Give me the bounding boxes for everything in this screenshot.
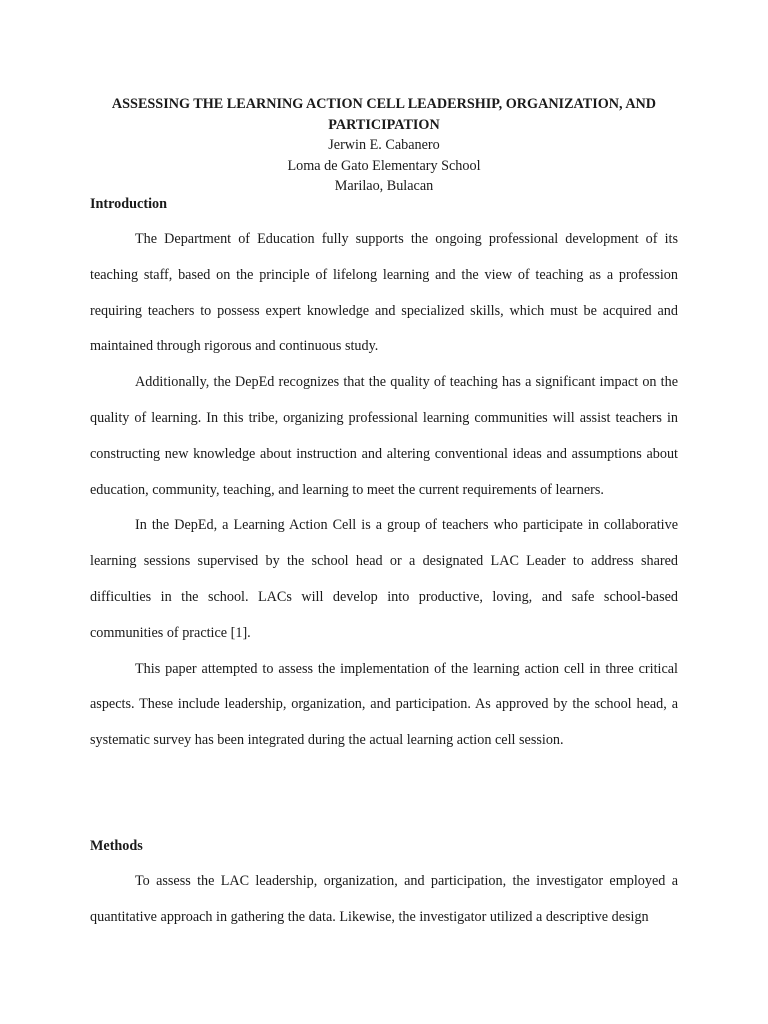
methods-paragraph: To assess the LAC leadership, organization, and participation, the investigator employed a quantitative approach in gathering the data. Likewise, the investigator utilized a descriptive design bbox=[90, 873, 678, 925]
document-title: ASSESSING THE LEARNING ACTION CELL LEADERSHIP, ORGANIZATION, AND PARTICIPATION bbox=[111, 96, 657, 133]
author-name: Jerwin E. Cabanero bbox=[328, 137, 440, 153]
methods-heading: Methods bbox=[90, 838, 143, 854]
introduction-body bbox=[90, 222, 678, 759]
introduction-paragraph: The Department of Education fully supports the ongoing professional development of its teaching staff, based on the principle of lifelong learning and the view of teaching as a profession requiring teachers to possess expert knowledge and specialized skills, which must be acquired and maintained through rigorous and continuous study. bbox=[90, 231, 678, 355]
document-header bbox=[90, 94, 678, 197]
introduction-paragraph: This paper attempted to assess the implementation of the learning action cell in three critical aspects. These include leadership, organization, and participation. As approved by the school head, a systematic survey has been integrated during the actual learning action cell session. bbox=[90, 660, 678, 749]
introduction-paragraph: In the DepEd, a Learning Action Cell is a group of teachers who participate in collaborative learning sessions supervised by the school head or a designated LAC Leader to address shared difficulties in the school. LACs will develop into productive, loving, and safe school-based communities of practice [1]. bbox=[90, 517, 678, 641]
methods-body bbox=[90, 864, 678, 936]
introduction-paragraph: Additionally, the DepEd recognizes that the quality of teaching has a significant impact on the quality of learning. In this tribe, organizing professional learning communities will assist teachers in constructing new knowledge about instruction and altering conventional ideas and assumptions about education, community, teaching, and learning to meet the current requirements of learners. bbox=[90, 374, 678, 498]
school-name: Loma de Gato Elementary School bbox=[287, 157, 481, 174]
introduction-heading: Introduction bbox=[90, 196, 167, 212]
school-location: Marilao, Bulacan bbox=[334, 178, 434, 194]
